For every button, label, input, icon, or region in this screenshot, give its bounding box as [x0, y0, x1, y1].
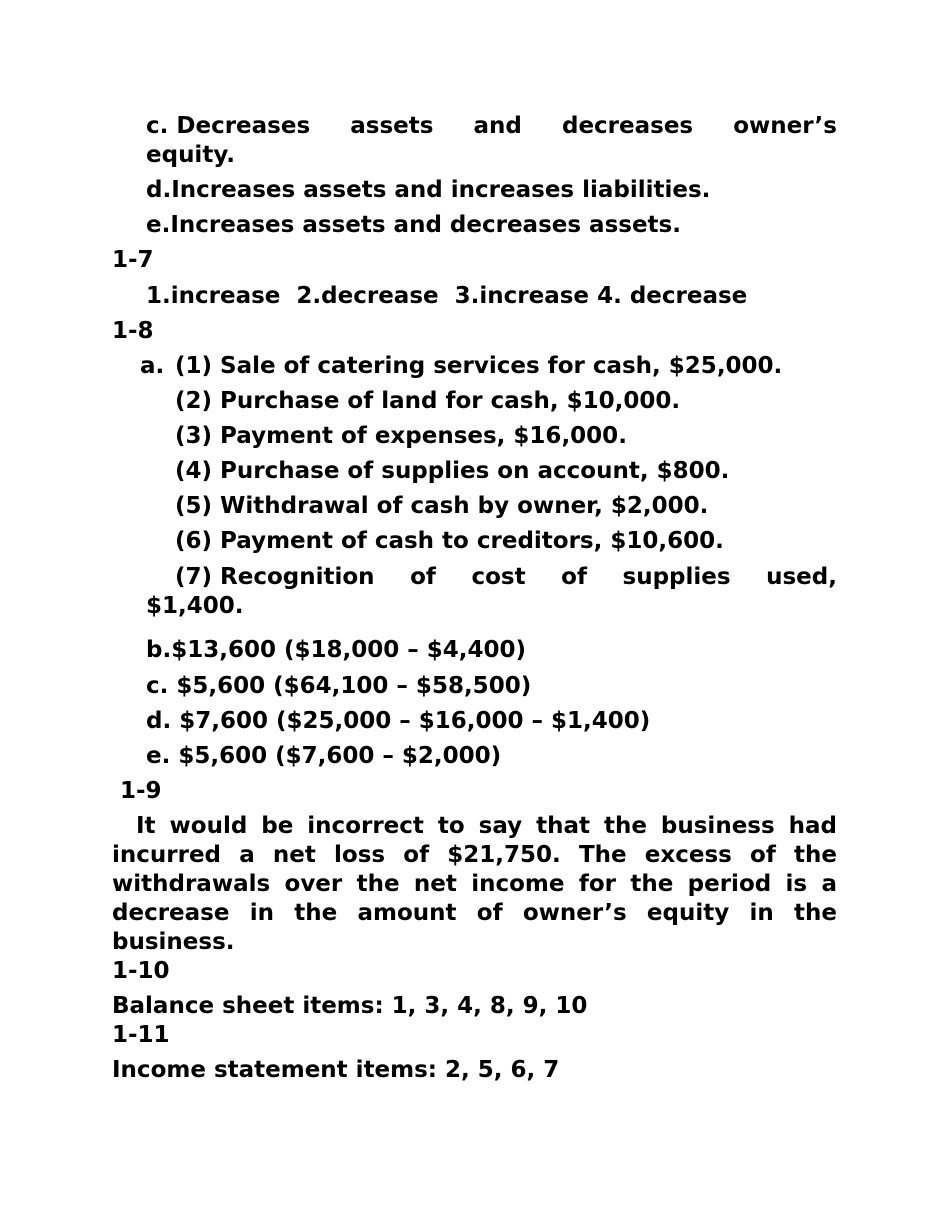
part-d-label: d.: [146, 708, 172, 734]
part-b-label: b.: [146, 637, 172, 663]
item-2-label: 2.: [296, 283, 322, 309]
part-a-item-7-word: used,: [766, 564, 837, 590]
part-b-text: $13,600 ($18,000 – $4,400): [171, 637, 527, 663]
part-a-label: a.: [140, 353, 165, 379]
part-a-item-7-word: supplies: [622, 564, 731, 590]
answer-c-word: decreases: [561, 113, 694, 139]
heading-1-11: 1-11: [112, 1022, 170, 1048]
answer-c-word: Decreases: [176, 113, 311, 139]
part-d: [146, 707, 650, 736]
part-c: [146, 672, 531, 701]
part-a-item: (5) Withdrawal of cash by owner, $2,000.: [175, 493, 709, 519]
part-a-item-7-word: of: [561, 564, 587, 590]
answer-1-9-paragraph: It would be incorrect to say that the business had incurred a net loss of $21,750. The excess of the withdrawals over the net income for the period is a decrease in the amount of owner’s equity in the business.: [112, 813, 837, 955]
part-a-item: (4) Purchase of supplies on account, $800.: [175, 458, 730, 484]
part-c-text: $5,600 ($64,100 – $58,500): [176, 673, 532, 699]
part-a-item-7-word: Recognition: [220, 564, 375, 590]
item-3-label: 3.: [454, 283, 480, 309]
answer-1-7-items: [146, 282, 747, 311]
answer-e-text: Increases assets and decreases assets.: [170, 212, 681, 238]
answer-c-word: and: [473, 113, 522, 139]
answer-e: [146, 211, 681, 240]
part-a-item: (2) Purchase of land for cash, $10,000.: [175, 388, 681, 414]
part-a-item-7-continuation: $1,400.: [146, 593, 244, 619]
part-a-item: (1) Sale of catering services for cash, $25,000.: [175, 353, 783, 379]
answer-c-label: c.: [146, 113, 169, 139]
heading-1-8: 1-8: [112, 318, 154, 344]
answer-c-word: assets: [350, 113, 434, 139]
part-d-text: $7,600 ($25,000 – $16,000 – $1,400): [179, 708, 651, 734]
part-e: [146, 742, 501, 771]
part-e-text: $5,600 ($7,600 – $2,000): [178, 743, 502, 769]
heading-1-7: 1-7: [112, 247, 154, 273]
item-1-text: increase: [170, 283, 281, 309]
item-3-text: increase: [479, 283, 590, 309]
heading-1-10: 1-10: [112, 958, 170, 984]
answer-d-text: Increases assets and increases liabilities.: [171, 177, 711, 203]
item-4-label: 4.: [597, 283, 622, 309]
answer-1-10: Balance sheet items: 1, 3, 4, 8, 9, 10: [112, 993, 588, 1019]
answer-d-label: d.: [146, 177, 172, 203]
part-a-item-7-word: cost: [471, 564, 526, 590]
part-a-item: (6) Payment of cash to creditors, $10,600.: [175, 528, 724, 554]
answer-c-continuation: equity.: [146, 142, 235, 168]
answer-c-word: owner’s: [733, 113, 837, 139]
part-c-label: c.: [146, 673, 169, 699]
part-b: [146, 636, 526, 665]
part-a-item-7: [175, 563, 837, 592]
item-4-text: decrease: [629, 283, 748, 309]
answer-d: [146, 176, 710, 205]
answer-c-line: [146, 112, 837, 141]
part-a-item-7-num: (7): [175, 564, 213, 590]
answer-e-label: e.: [146, 212, 171, 238]
heading-1-9: 1-9: [120, 778, 162, 804]
part-e-label: e.: [146, 743, 171, 769]
answer-1-11: Income statement items: 2, 5, 6, 7: [112, 1057, 560, 1083]
part-a-item: (3) Payment of expenses, $16,000.: [175, 423, 627, 449]
item-1-label: 1.: [146, 283, 171, 309]
item-2-text: decrease: [321, 283, 439, 309]
part-a-item-7-word: of: [410, 564, 436, 590]
